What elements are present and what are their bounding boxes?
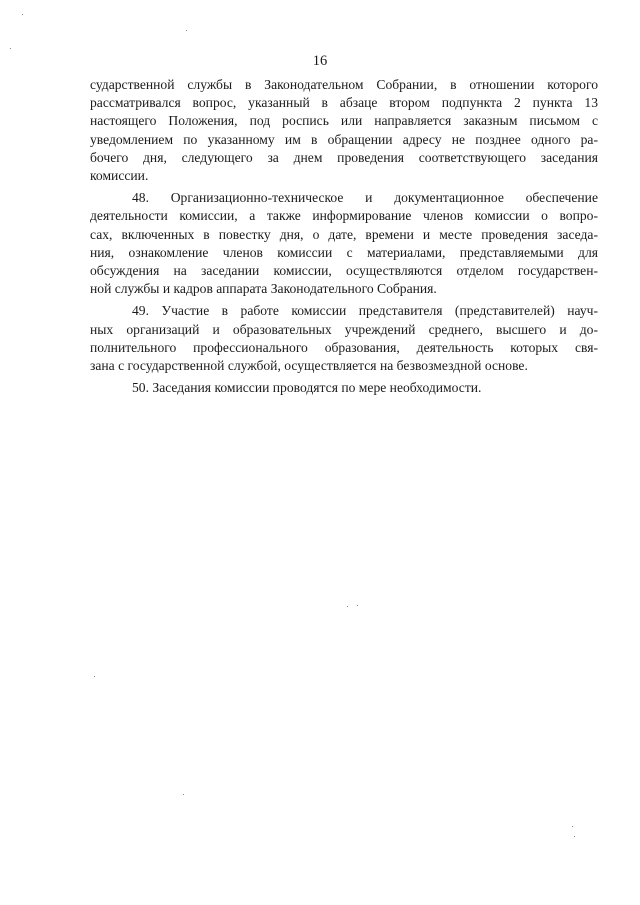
paragraph-item-50	[90, 379, 598, 397]
text-line: комиссии.	[90, 168, 149, 184]
scan-speck	[347, 606, 348, 607]
text-line: 49. Участие в работе комиссии представителя (представителей) науч-	[132, 303, 598, 319]
scan-speck	[94, 676, 95, 677]
text-line: ния, ознакомление членов комиссии с материалами, представляемыми для	[90, 244, 598, 260]
page-number: 16	[312, 53, 328, 69]
document-body	[90, 76, 598, 401]
scan-speck	[186, 30, 187, 31]
paragraph-continuation	[90, 76, 598, 185]
text-line: рассматривался вопрос, указанный в абзаце втором подпункта 2 пункта 13	[90, 95, 598, 111]
text-line: зана с государственной службой, осуществляется на безвозмездной основе.	[90, 358, 528, 374]
text-line: 48. Организационно-техническое и документационное обеспечение	[132, 190, 598, 206]
scan-speck	[572, 826, 573, 827]
text-line: сах, включенных в повестку дня, о дате, времени и месте проведения заседа-	[90, 226, 598, 242]
text-line: деятельности комиссии, а также информирование членов комиссии о вопро-	[90, 208, 598, 224]
text-line: полнительного профессионального образования, деятельность которых свя-	[90, 339, 598, 355]
text-line: 50. Заседания комиссии проводятся по мере необходимости.	[132, 380, 482, 396]
paragraph-item-49	[90, 302, 598, 375]
scan-speck	[183, 794, 184, 795]
text-line: бочего дня, следующего за днем проведения соответствующего заседания	[90, 149, 598, 165]
scan-speck	[10, 48, 11, 49]
scan-speck	[574, 836, 575, 837]
scan-speck	[22, 14, 23, 15]
text-line: обсуждения на заседании комиссии, осуществляются отделом государствен-	[90, 263, 598, 279]
text-line: сударственной службы в Законодательном Собрании, в отношении которого	[90, 77, 598, 92]
scan-speck	[357, 605, 358, 606]
paragraph-item-48	[90, 189, 598, 298]
text-line: настоящего Положения, под роспись или направляется заказным письмом с	[90, 113, 598, 129]
text-line: ных организаций и образовательных учреждений среднего, высшего и до-	[90, 321, 598, 337]
text-line: ной службы и кадров аппарата Законодательного Собрания.	[90, 281, 437, 297]
text-line: уведомлением по указанному им в обращении адресу не позднее одного ра-	[90, 131, 598, 147]
